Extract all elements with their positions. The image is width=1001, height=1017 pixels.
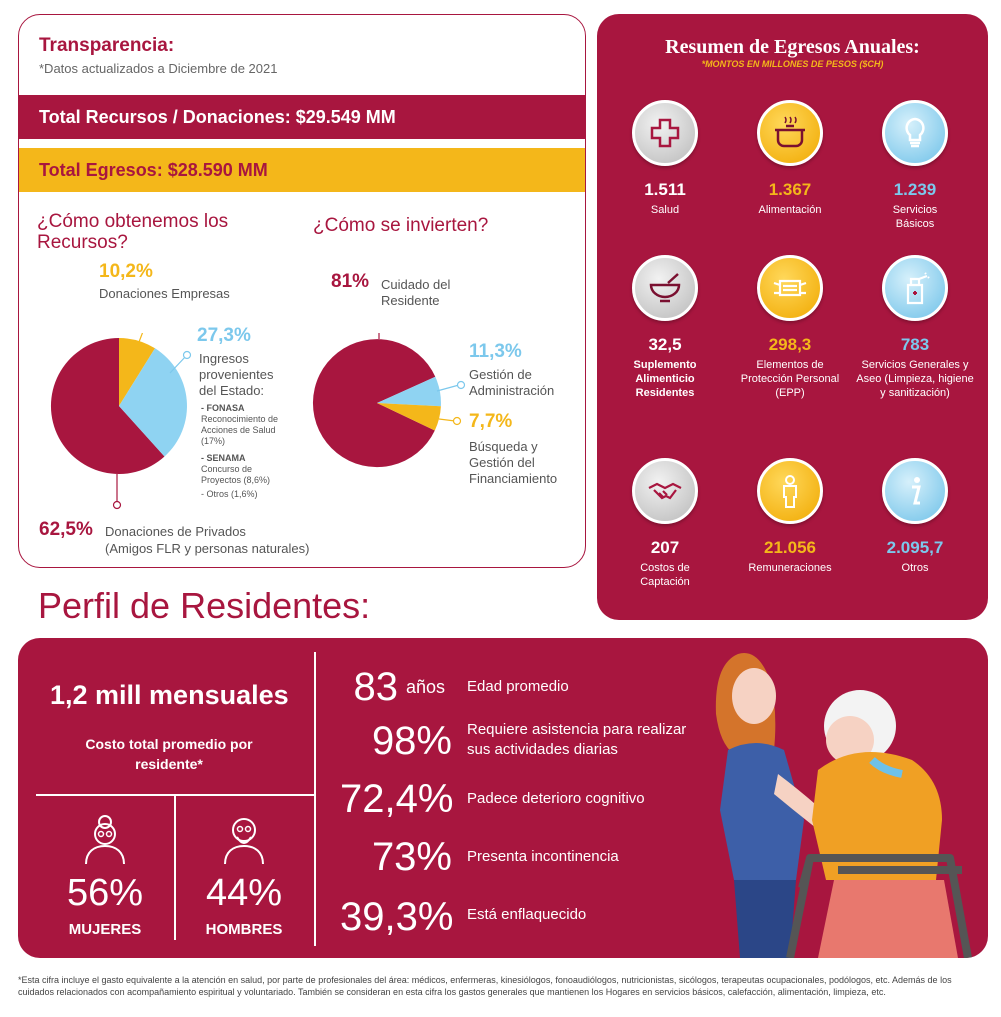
stat-number: 72,4%: [340, 777, 454, 821]
bowl-icon: [648, 271, 682, 305]
face-mask-icon: [773, 271, 807, 305]
estado-percent: 27,3%: [197, 325, 251, 346]
transparency-card: [18, 14, 586, 568]
expense-value: 1.367: [768, 180, 812, 199]
expense-label: Suplemento Alimenticio Residentes: [633, 359, 697, 399]
expense-label: Remuneraciones: [748, 562, 832, 574]
expense-value: 1.239: [893, 180, 937, 199]
elderly-woman-icon: [78, 812, 132, 866]
stat-row-cognitive: [340, 776, 700, 822]
elderly-man-icon: [217, 812, 271, 866]
stat-unit: años: [406, 677, 446, 697]
expenses-title: Resumen de Egresos Anuales:: [665, 36, 920, 58]
fonasa-name: - FONASA: [201, 403, 245, 413]
expense-label: Salud: [650, 204, 680, 216]
expense-value: 207: [650, 538, 680, 557]
cooking-pot-icon: [773, 116, 807, 150]
privados-label: Donaciones de Privados: [105, 524, 246, 539]
spray-bottle-icon: [898, 271, 932, 305]
senama-item: [201, 453, 291, 486]
monthly-cost-label: Costo total promedio por residente*: [85, 736, 253, 772]
expense-label: Servicios Básicos: [892, 204, 938, 230]
women-percent: 56%: [66, 872, 144, 914]
stat-text: Padece deterioro cognitivo: [467, 790, 645, 807]
cuidado-percent: 81%: [331, 271, 370, 292]
expense-value: 2.095,7: [886, 538, 944, 557]
stat-row-age: [340, 664, 700, 710]
otros-item: - Otros (1,6%): [201, 489, 258, 499]
handshake-icon: [648, 474, 682, 508]
estado-label: Ingresos provenientes del Estado:: [199, 351, 274, 398]
expense-value: 298,3: [768, 335, 812, 354]
fonasa-item: [201, 403, 291, 447]
expense-alimentacion: [730, 100, 850, 217]
expense-otros: [855, 458, 975, 575]
stat-text: Está enflaquecido: [467, 906, 587, 923]
investment-pie-chart: [309, 333, 479, 493]
cuidado-label: Cuidado del Residente: [381, 277, 451, 308]
expense-salud: [605, 100, 725, 217]
senama-desc: Concurso de Proyectos (8,6%): [201, 464, 271, 485]
expense-label: Elementos de Protección Personal (EPP): [740, 359, 840, 399]
footnote: *Esta cifra incluye el gasto equivalente a la atención en salud, por parte de profesionales del área: médicos, enfermeras, kinesiólogos, fonoaudiólogos, nutricionistas, sicólogos, terapeutas ocupacionales, podólogos, etc. Además de los cuidados relacionados con acompañamiento espiritual y voluntariado. También se consideran en esta cifra los gastos generales que mantienen los Hogares en servicios básicos, calefacción, alimentación, limpieza, etc.: [18, 975, 952, 997]
women-stat: [36, 812, 174, 938]
resident-profile-panel: [18, 638, 988, 958]
men-stat: [175, 812, 313, 938]
data-date-note: *Datos actualizados a Diciembre de 2021: [39, 61, 278, 76]
stat-number: 83: [353, 665, 398, 709]
info-icon: [898, 474, 932, 508]
expense-label: Alimentación: [758, 204, 822, 216]
person-icon: [773, 474, 807, 508]
total-resources-bar: Total Recursos / Donaciones: $29.549 MM: [19, 95, 585, 139]
health-cross-icon: [648, 116, 682, 150]
stat-text: Presenta incontinencia: [467, 848, 619, 865]
expense-value: 21.056: [764, 538, 816, 557]
expense-suplemento: [605, 255, 725, 400]
men-label: HOMBRES: [205, 921, 283, 938]
expense-epp: [730, 255, 850, 400]
transparency-title: Transparencia:: [39, 35, 175, 56]
stat-number: 98%: [371, 719, 452, 763]
expense-label: Servicios Generales y Aseo (Limpieza, higiene y sanitización): [856, 359, 974, 399]
total-expenses-bar: Total Egresos: $28.590 MM: [19, 148, 585, 192]
admin-label: Gestión de Administración: [469, 367, 555, 398]
annual-expenses-panel: [597, 14, 988, 620]
men-percent: 44%: [205, 872, 283, 914]
empresas-percent: 10,2%: [99, 261, 153, 282]
expense-servicios-generales: [855, 255, 975, 400]
stat-row-weight: [340, 894, 700, 940]
stat-text: Edad promedio: [467, 678, 569, 695]
expense-value: 32,5: [648, 335, 682, 354]
expense-captacion: [605, 458, 725, 589]
expense-servicios-basicos: [855, 100, 975, 231]
privados-percent: 62,5%: [39, 519, 93, 540]
expense-label: Otros: [901, 562, 929, 574]
women-label: MUJERES: [68, 921, 142, 938]
stat-row-assistance: [340, 718, 700, 764]
stat-number: 39,3%: [340, 895, 454, 939]
expenses-subtitle: *MONTOS EN MILLONES DE PESOS ($CH): [701, 59, 884, 69]
stat-row-incontinence: [340, 834, 700, 880]
lightbulb-icon: [898, 116, 932, 150]
busqueda-percent: 7,7%: [469, 411, 513, 432]
empresas-label: Donaciones Empresas: [99, 286, 230, 301]
expense-label: Costos de Captación: [640, 562, 690, 588]
resources-heading: ¿Cómo obtenemos los Recursos?: [37, 211, 229, 253]
expense-value: 1.511: [644, 180, 686, 199]
resident-profile-title: Perfil de Residentes:: [38, 585, 371, 626]
vertical-divider: [314, 652, 316, 946]
fonasa-desc: Reconocimiento de Acciones de Salud (17%): [201, 414, 279, 446]
expense-remuneraciones: [730, 458, 850, 575]
stat-text: Requiere asistencia para realizar sus actividades diarias: [467, 721, 687, 758]
privados-sub: (Amigos FLR y personas naturales): [105, 541, 310, 556]
busqueda-label: Búsqueda y Gestión del Financiamiento: [469, 439, 558, 486]
stat-number: 73%: [371, 835, 452, 879]
senama-name: - SENAMA: [201, 453, 246, 463]
admin-percent: 11,3%: [469, 341, 522, 362]
expense-value: 783: [900, 335, 930, 354]
caregiver-illustration: [698, 644, 988, 958]
investment-heading: ¿Cómo se invierten?: [313, 215, 489, 236]
monthly-cost-value: 1,2 mill mensuales: [50, 680, 289, 710]
